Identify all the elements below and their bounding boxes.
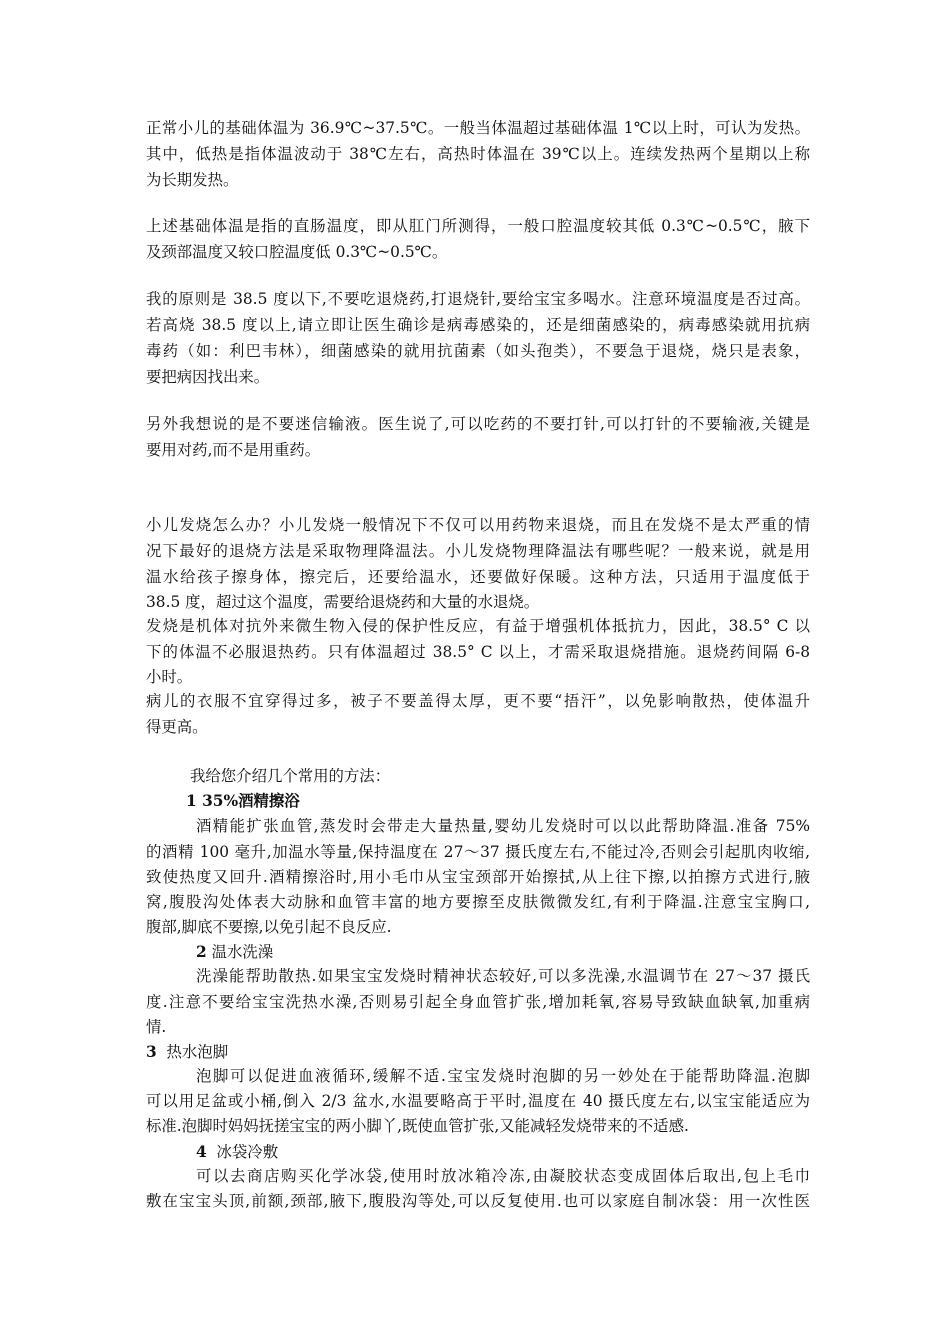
text-line: 窝,腹股沟处体表大动脉和血管丰富的地方要擦至皮肤微微发红,有利于降温.注意宝宝胸口, bbox=[146, 893, 810, 911]
text-line: 病儿的衣服不宜穿得过多，被子不要盖得太厚，更不要“捂汗”，以免影响散热，使体温升 bbox=[146, 692, 810, 710]
text-line: 标准.泡脚时妈妈抚搓宝宝的两小脚丫,既使血管扩张,又能减轻发烧带来的不适感. bbox=[146, 1117, 689, 1135]
text-line: 腹部,脚底不要擦,以免引起不良反应. bbox=[146, 918, 392, 936]
method-number: 3 bbox=[146, 1043, 157, 1061]
text-line: 情. bbox=[146, 1018, 167, 1036]
text-line: 正常小儿的基础体温为 36.9℃~37.5℃。一般当体温超过基础体温 1℃以上时，可认为发热。 bbox=[146, 119, 810, 137]
text-line: 得更高。 bbox=[146, 718, 208, 736]
text-line: 的酒精 100 毫升,加温水等量,保持温度在 27～37 摄氏度左右,不能过冷,否则会引起肌肉收缩, bbox=[146, 843, 810, 861]
method-number: 2 bbox=[196, 943, 207, 961]
text-line: 为长期发热。 bbox=[146, 171, 239, 189]
text-line: 小儿发烧怎么办？小儿发烧一般情况下不仅可以用药物来退烧，而且在发烧不是太严重的情 bbox=[146, 516, 810, 534]
text-line: 度.注意不要给宝宝洗热水澡,否则易引起全身血管扩张,增加耗氧,容易导致缺血缺氧,加重病 bbox=[146, 993, 810, 1011]
method-name: 温水洗澡 bbox=[211, 943, 274, 961]
text-line: 我的原则是 38.5 度以下,不要吃退烧药,打退烧针,要给宝宝多喝水。注意环境温度是否过高。 bbox=[146, 290, 810, 308]
method-title: 1 35%酒精擦浴 bbox=[186, 792, 300, 810]
text-line: 敷在宝宝头顶,前额,颈部,腋下,腹股沟等处,可以反复使用.也可以家庭自制冰袋：用一次性医 bbox=[146, 1192, 810, 1210]
text-line: 泡脚可以促进血液循环,缓解不适.宝宝发烧时泡脚的另一妙处在于能帮助降温.泡脚 bbox=[196, 1067, 810, 1085]
text-line: 其中，低热是指体温波动于 38℃左右，高热时体温在 39℃以上。连续发热两个星期以上称 bbox=[146, 145, 810, 163]
method-title bbox=[196, 1140, 496, 1164]
text-line: 下的体温不必服退热药。只有体温超过 38.5° C 以上，才需采取退烧措施。退烧药间隔 6-8 bbox=[146, 643, 810, 661]
text-line: 可以去商店购买化学冰袋,使用时放冰箱冷冻,由凝胶状态变成固体后取出,包上毛巾 bbox=[196, 1167, 810, 1185]
text-line: 况下最好的退烧方法是采取物理降温法。小儿发烧物理降温法有哪些呢？一般来说，就是用 bbox=[146, 542, 810, 560]
method-title bbox=[196, 940, 496, 964]
text-line: 酒精能扩张血管,蒸发时会带走大量热量,婴幼儿发烧时可以以此帮助降温.准备 75% bbox=[196, 817, 810, 835]
text-line: 洗澡能帮助散热.如果宝宝发烧时精神状态较好,可以多洗澡,水温调节在 27～37 摄氏 bbox=[196, 967, 810, 985]
intro-line: 我给您介绍几个常用的方法： bbox=[190, 767, 391, 785]
text-line: 发烧是机体对抗外来微生物入侵的保护性反应，有益于增强机体抵抗力，因此，38.5° C 以 bbox=[146, 617, 810, 635]
method-name: 冰袋冷敷 bbox=[216, 1143, 279, 1161]
text-line: 若高烧 38.5 度以上,请立即让医生确诊是病毒感染的，还是细菌感染的，病毒感染就用抗病 bbox=[146, 316, 810, 334]
text-line: 要用对药,而不是用重药。 bbox=[146, 441, 321, 459]
method-name: 热水泡脚 bbox=[166, 1043, 229, 1061]
text-line: 致使热度又回升.酒精擦浴时,用小毛巾从宝宝颈部开始擦拭,从上往下擦,以拍擦方式进行,腋 bbox=[146, 868, 810, 886]
text-line: 毒药（如：利巴韦林），细菌感染的就用抗菌素（如头孢类），不要急于退烧，烧只是表象， bbox=[146, 342, 810, 360]
text-line: 温水给孩子擦身体，擦完后，还要给温水，还要做好保暖。这种方法，只适用于温度低于 bbox=[146, 568, 810, 586]
text-line: 可以用足盆或小桶,倒入 2/3 盆水,水温要略高于平时,温度在 40 摄氏度左右,以宝宝能适应为 bbox=[146, 1092, 810, 1110]
method-title bbox=[146, 1040, 446, 1064]
text-line: 另外我想说的是不要迷信输液。医生说了,可以吃药的不要打针,可以打针的不要输液,关键是 bbox=[146, 415, 810, 433]
text-line: 小时。 bbox=[146, 668, 193, 686]
method-number: 4 bbox=[196, 1143, 207, 1161]
text-line: 要把病因找出来。 bbox=[146, 368, 270, 386]
text-line: 及颈部温度又较口腔温度低 0.3℃~0.5℃。 bbox=[146, 243, 448, 261]
text-line: 上述基础体温是指的直肠温度，即从肛门所测得，一般口腔温度较其低 0.3℃~0.5℃，腋下 bbox=[146, 217, 810, 235]
text-line: 38.5 度，超过这个温度，需要给退烧药和大量的水退烧。 bbox=[146, 593, 540, 611]
